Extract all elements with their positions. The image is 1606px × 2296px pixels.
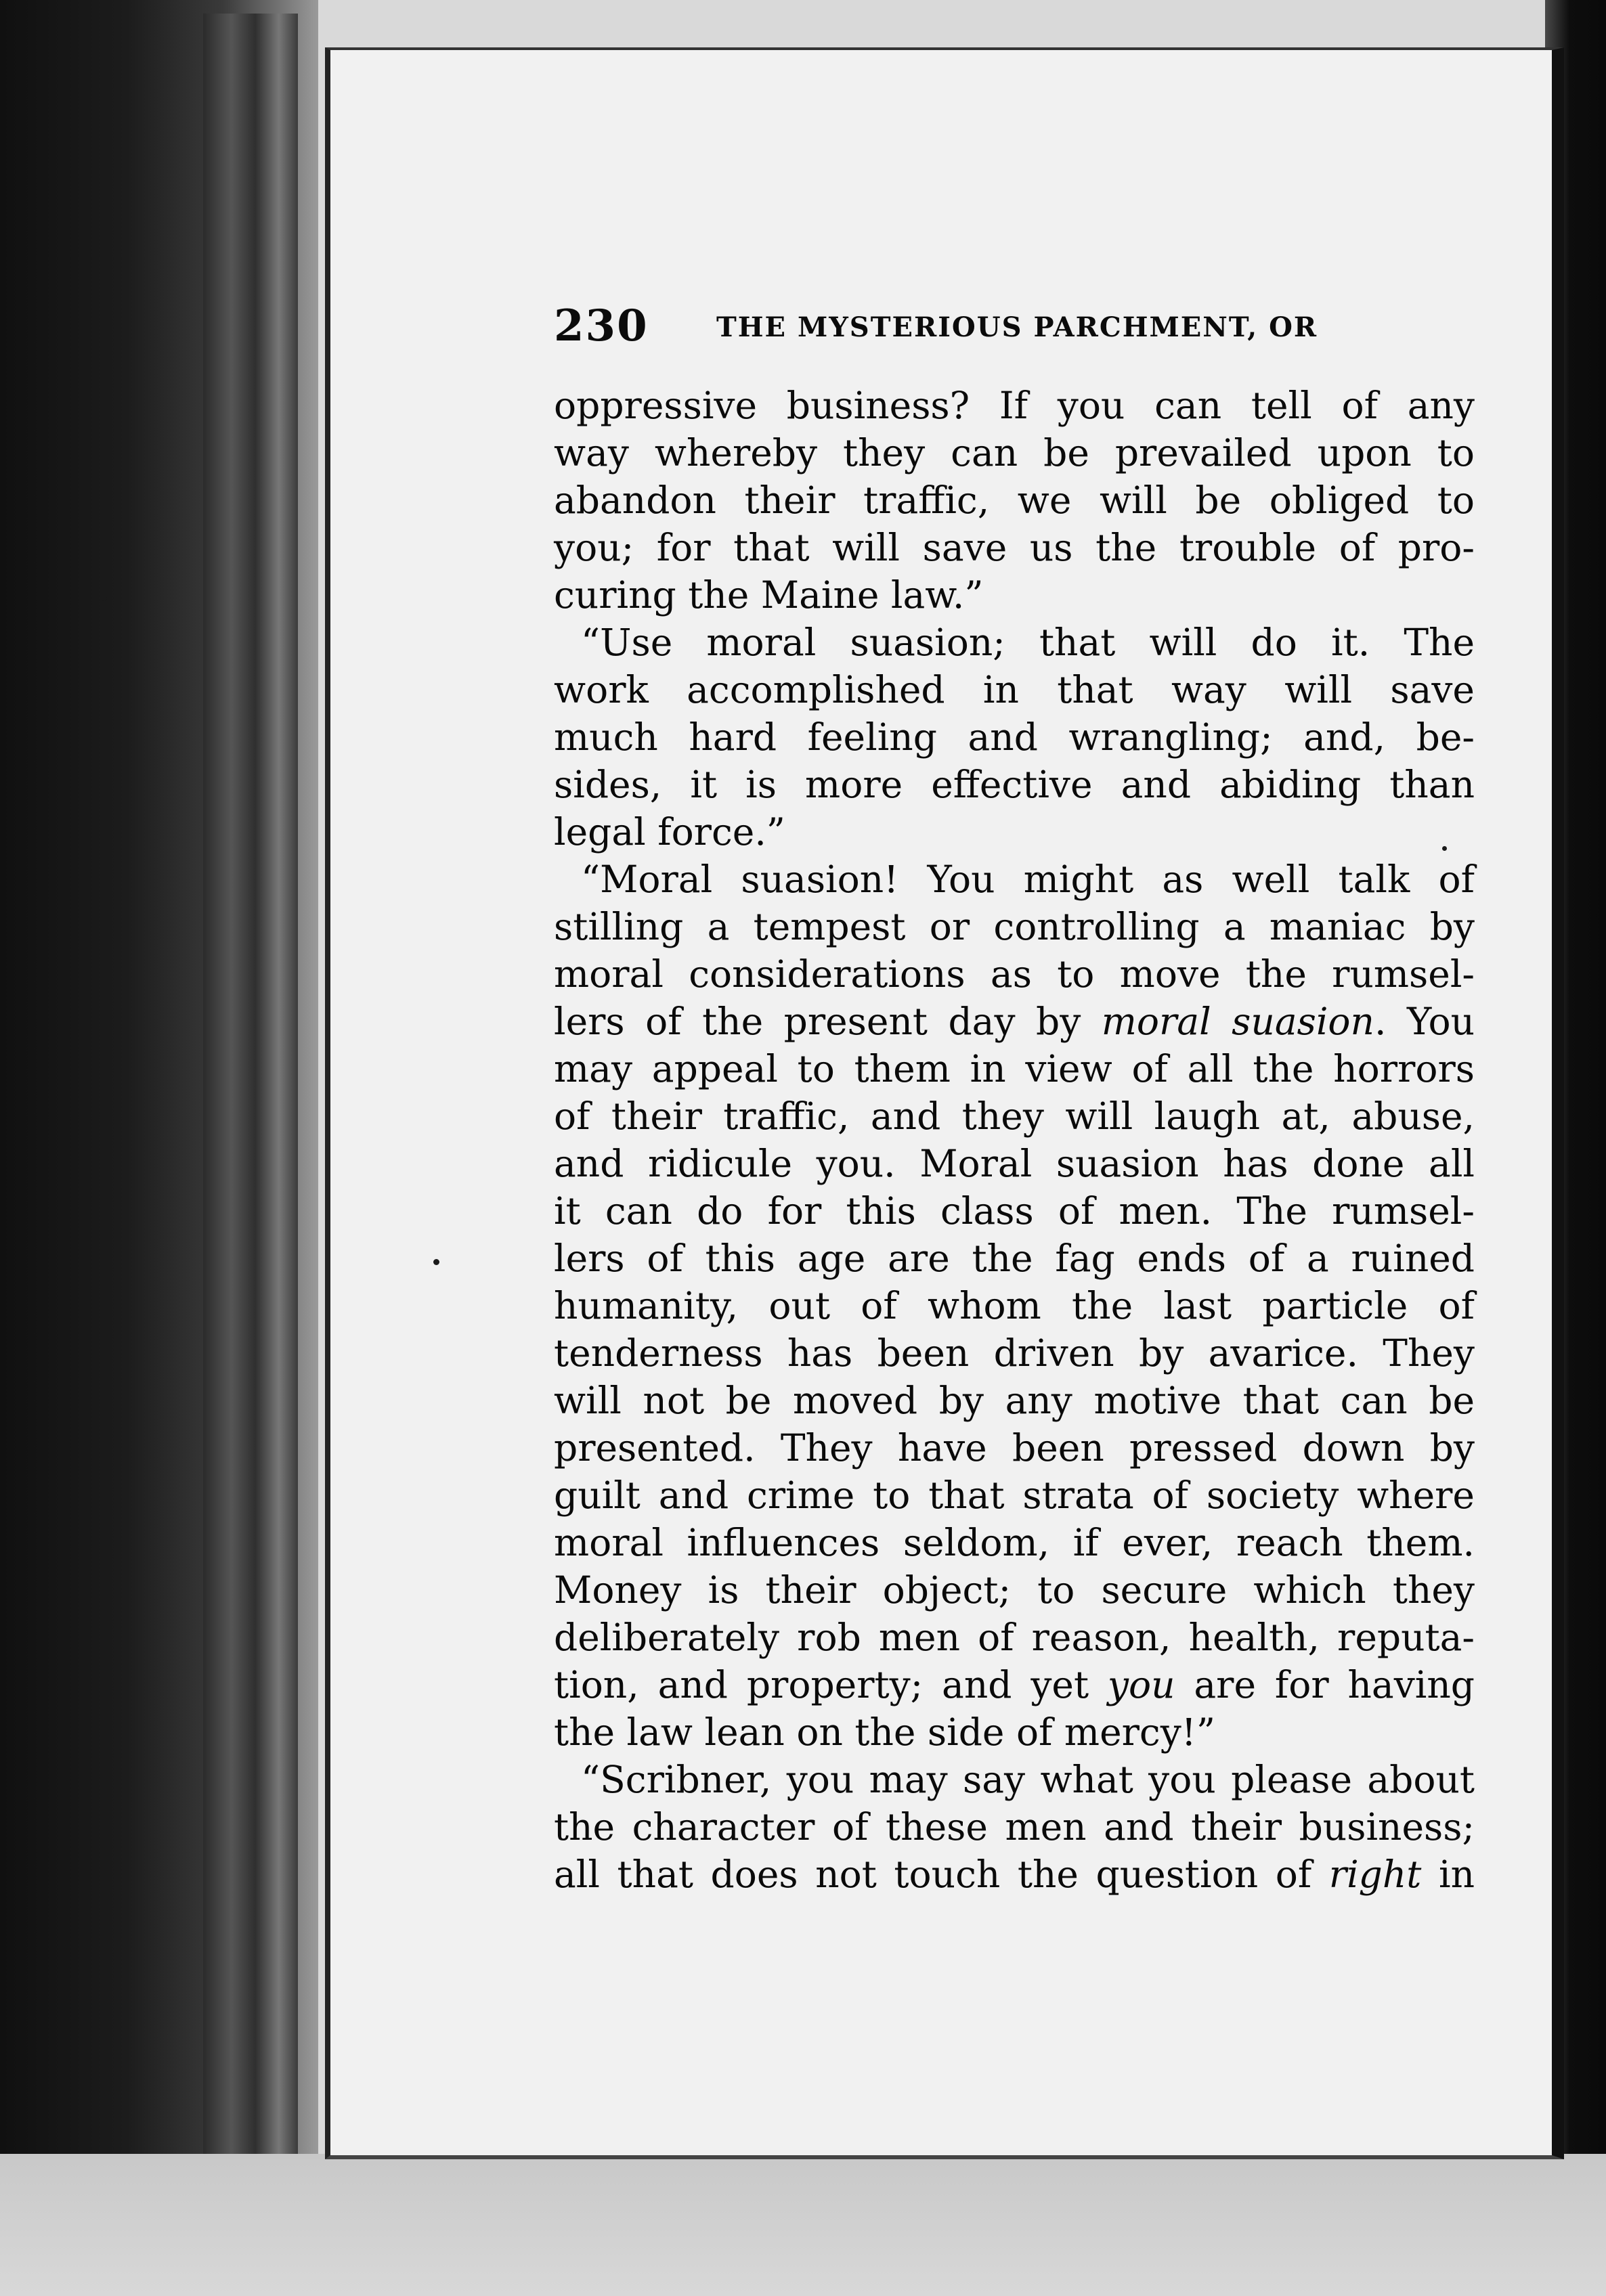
- page-number: 230: [554, 301, 649, 351]
- text-line: the character of these men and their business;: [554, 1805, 1475, 1849]
- running-head: THE MYSTERIOUS PARCHMENT, OR: [716, 311, 1318, 343]
- text-run: lers of the present day by: [554, 1000, 1102, 1043]
- text-line: [554, 1661, 1475, 1708]
- text-line: deliberately rob men of reason, health, reputa-: [554, 1616, 1475, 1659]
- text-line: work accomplished in that way will save: [554, 668, 1475, 711]
- text-run: tion, and property; and yet: [554, 1663, 1108, 1706]
- paragraph-first-line: “Moral suasion! You might as well talk of: [581, 858, 1475, 901]
- text-line: oppressive business? If you can tell of any: [554, 384, 1475, 427]
- text-line: legal force.”: [554, 810, 785, 854]
- scan-speck: [1442, 846, 1447, 851]
- text-line: guilt and crime to that strata of society where: [554, 1474, 1475, 1517]
- text-line: tenderness has been driven by avarice. They: [554, 1331, 1475, 1375]
- text-line: will not be moved by any motive that can be: [554, 1379, 1475, 1422]
- italic-text: right: [1328, 1853, 1422, 1896]
- text-line: much hard feeling and wrangling; and, be-: [554, 715, 1475, 759]
- scan-margin-bottom: [0, 2154, 1606, 2296]
- text-line: moral considerations as to move the rumsel-: [554, 952, 1475, 996]
- printed-page: [325, 47, 1564, 2159]
- paragraph-first-line: “Scribner, you may say what you please about: [581, 1758, 1475, 1801]
- text-run: all that does not touch the question of: [554, 1853, 1329, 1896]
- text-line: lers of this age are the fag ends of a ruined: [554, 1237, 1475, 1280]
- text-line: may appeal to them in view of all the horrors: [554, 1047, 1475, 1090]
- text-line: Money is their object; to secure which they: [554, 1568, 1475, 1612]
- text-line: of their traffic, and they will laugh at, abuse,: [554, 1095, 1475, 1138]
- text-line: [554, 1851, 1475, 1898]
- text-line: moral influences seldom, if ever, reach them.: [554, 1521, 1475, 1564]
- text-line: [554, 998, 1475, 1045]
- text-line: and ridicule you. Moral suasion has done all: [554, 1142, 1475, 1185]
- italic-text: moral suasion: [1101, 1000, 1374, 1043]
- body-text: [554, 382, 1475, 1898]
- text-run: are for having: [1175, 1663, 1475, 1706]
- text-line: presented. They have been pressed down by: [554, 1426, 1475, 1470]
- text-run: in: [1421, 1853, 1475, 1896]
- text-line: it can do for this class of men. The rumsel-: [554, 1189, 1475, 1233]
- text-line: curing the Maine law.”: [554, 573, 984, 617]
- text-run: . You: [1374, 1000, 1475, 1043]
- text-line: humanity, out of whom the last particle of: [554, 1284, 1475, 1327]
- italic-text: you: [1107, 1663, 1175, 1706]
- text-line: way whereby they can be prevailed upon to: [554, 431, 1475, 474]
- text-line: you; for that will save us the trouble of pro-: [554, 526, 1475, 569]
- scan-speck: [102, 596, 107, 601]
- text-line: sides, it is more effective and abiding than: [554, 763, 1475, 806]
- paragraph-first-line: “Use moral suasion; that will do it. The: [581, 621, 1475, 664]
- text-line: abandon their traffic, we will be obliged to: [554, 479, 1475, 522]
- text-line: stilling a tempest or controlling a maniac by: [554, 905, 1475, 948]
- book-spine-edge: [203, 14, 298, 2173]
- page-header: [554, 294, 1488, 361]
- scan-speck: [433, 1259, 439, 1265]
- text-line: the law lean on the side of mercy!”: [554, 1710, 1216, 1754]
